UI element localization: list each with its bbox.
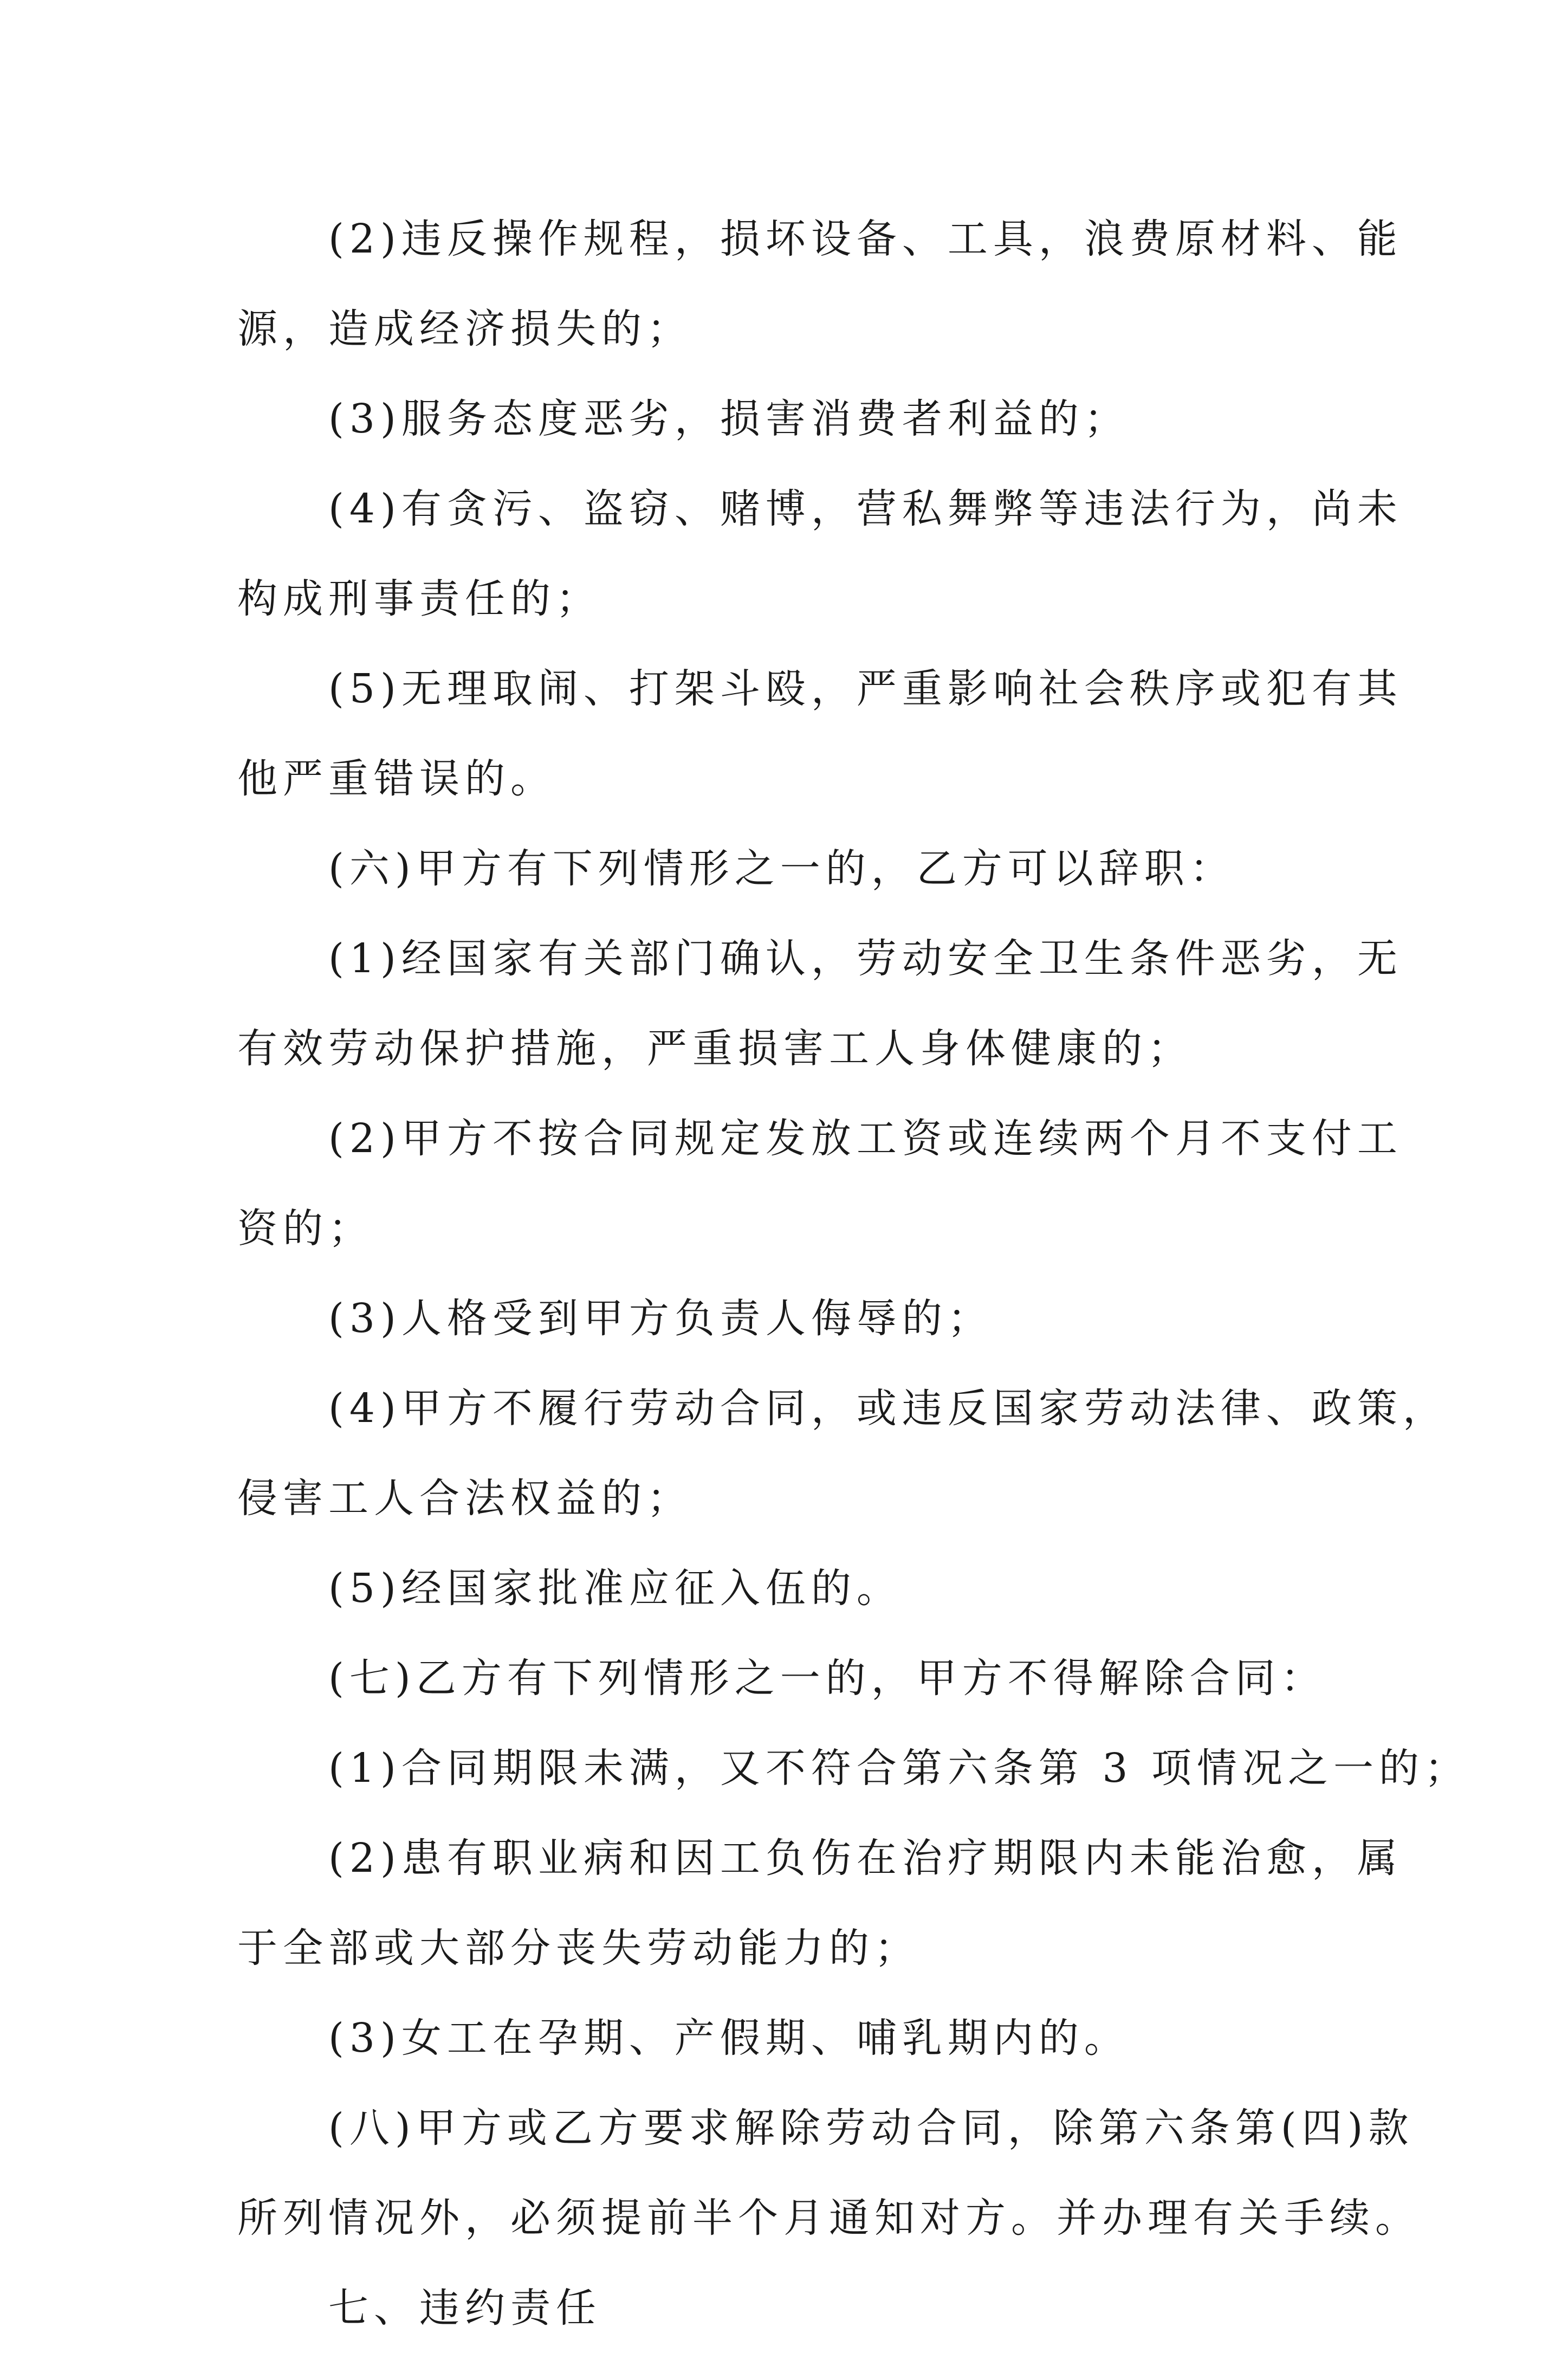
text-line: (六)甲方有下列情形之一的，乙方可以辞职：: [328, 845, 1235, 892]
text-line: (2)违反操作规程，损坏设备、工具，浪费原材料、能: [328, 216, 1403, 262]
paragraph-3-insulted: [237, 1274, 1332, 1363]
text-line: (5)无理取闹、打架斗殴，严重影响社会秩序或犯有其: [328, 665, 1403, 712]
text-line: 构成刑事责任的；: [237, 576, 601, 622]
section-8-notice-period: [237, 2083, 1421, 2263]
paragraph-4-corruption: [237, 464, 1403, 644]
section-6-resignation: [237, 824, 1332, 914]
text-line: (4)甲方不履行劳动合同，或违反国家劳动法律、政策，: [328, 1385, 1448, 1432]
section-heading: 七、违约责任: [328, 2285, 601, 2331]
text-line: 源，造成经济损失的；: [237, 306, 692, 352]
text-line: (3)女工在孕期、产假期、哺乳期内的。: [328, 2015, 1130, 2061]
paragraph-3-female-workers: [237, 1993, 1332, 2083]
paragraph-4-contract-breach: [237, 1363, 1448, 1543]
text-line: 所列情况外，必须提前半个月通知对方。并办理有关手续。: [237, 2195, 1421, 2241]
paragraph-2-damage-equipment: [237, 194, 1403, 374]
text-line: 他严重错误的。: [237, 755, 556, 802]
text-line: (3)人格受到甲方负责人侮辱的；: [328, 1295, 993, 1342]
text-line: (2)甲方不按合同规定发放工资或连续两个月不支付工: [328, 1115, 1403, 1162]
heading-breach-liability: [237, 2263, 1332, 2353]
text-line: 有效劳动保护措施，严重损害工人身体健康的；: [237, 1025, 1193, 1072]
text-line: (4)有贪污、盗窃、赌博，营私舞弊等违法行为，尚未: [328, 486, 1403, 532]
text-line: (2)患有职业病和因工负伤在治疗期限内未能治愈，属: [328, 1835, 1403, 1882]
paragraph-1-term-not-expired: [237, 1723, 1470, 1813]
paragraph-2-unpaid-wages: [237, 1094, 1403, 1274]
paragraph-2-occupational-disease: [237, 1813, 1403, 1993]
text-line: (3)服务态度恶劣，损害消费者利益的；: [328, 396, 1130, 442]
paragraph-1-safety-conditions: [237, 914, 1403, 1094]
text-line: (八)甲方或乙方要求解除劳动合同，除第六条第(四)款: [328, 2105, 1414, 2151]
text-line: 于全部或大部分丧失劳动能力的；: [237, 1925, 920, 1971]
paragraph-3-service-attitude: [237, 374, 1332, 464]
text-line: 资的；: [237, 1205, 374, 1252]
document-body: [237, 194, 1470, 2353]
section-7-no-termination: [237, 1633, 1332, 1723]
text-line: 侵害工人合法权益的；: [237, 1475, 692, 1522]
text-line: (1)合同期限未满，又不符合第六条第 3 项情况之一的；: [328, 1745, 1470, 1792]
text-line: (1)经国家有关部门确认，劳动安全卫生条件恶劣，无: [328, 935, 1403, 982]
text-line: (七)乙方有下列情形之一的，甲方不得解除合同：: [328, 1655, 1326, 1702]
text-line: (5)经国家批准应征入伍的。: [328, 1565, 902, 1612]
paragraph-5-enlisted: [237, 1543, 1332, 1633]
paragraph-5-disorder: [237, 644, 1403, 824]
